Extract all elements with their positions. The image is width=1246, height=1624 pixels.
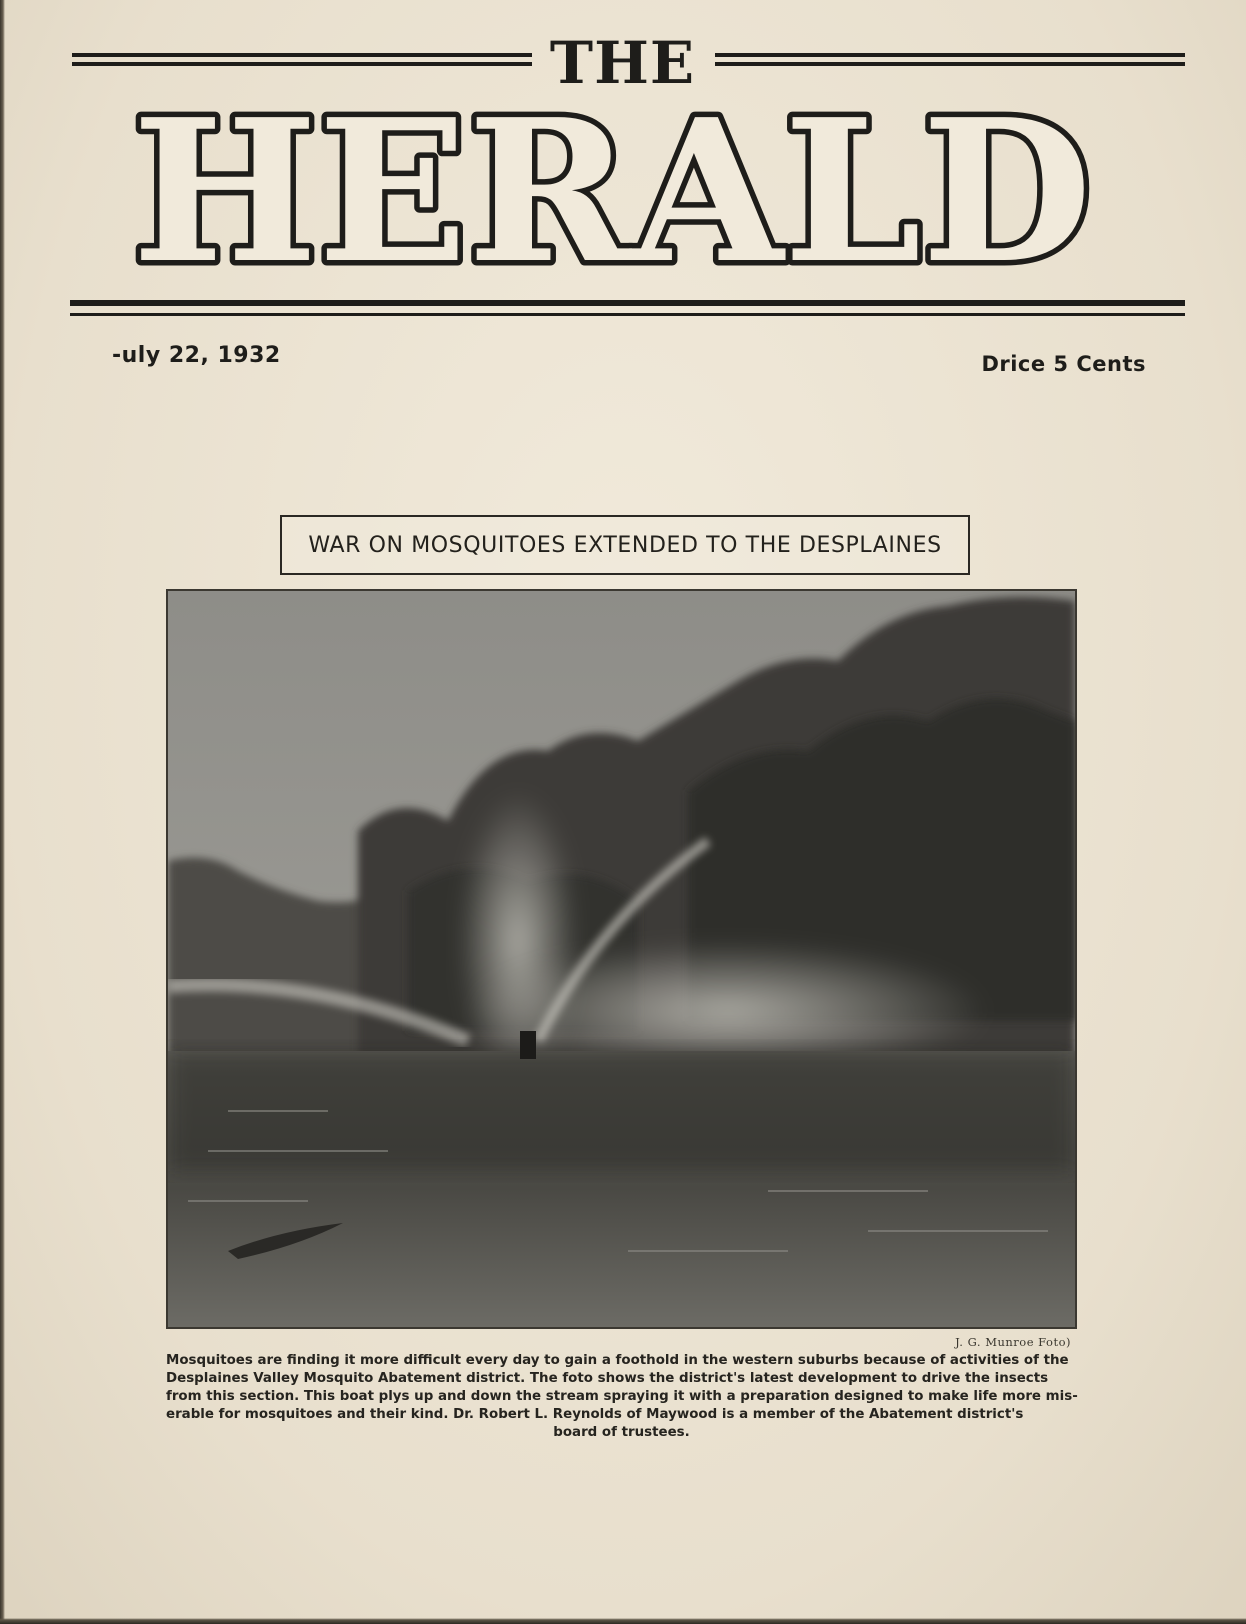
caption-line: board of trustees.	[553, 1425, 690, 1440]
caption-line: Desplaines Valley Mosquito Abatement district. The foto shows the district's latest development to drive the insects	[166, 1371, 1049, 1386]
caption-line: from this section. This boat plys up and down the stream spraying it with a preparation designed to make life more mis-	[166, 1389, 1078, 1404]
masthead-title-text: HERALD	[132, 100, 1092, 290]
caption-line: erable for mosquitoes and their kind. Dr. Robert L. Reynolds of Maywood is a member of the Abatement district's	[166, 1407, 1024, 1422]
masthead-title	[0, 100, 1246, 290]
caption-line: Mosquitoes are finding it more difficult every day to gain a foothold in the western suburbs because of activities of the	[166, 1353, 1069, 1368]
issue-date: -uly 22, 1932	[112, 343, 281, 368]
page-bottom-shadow	[0, 1618, 1246, 1624]
issue-price: Drice 5 Cents	[981, 352, 1146, 376]
photo-caption	[166, 1352, 1077, 1442]
river-spraying-photo	[168, 591, 1075, 1327]
news-photo	[166, 589, 1077, 1329]
masthead-rule-left	[72, 53, 532, 66]
headline: WAR ON MOSQUITOES EXTENDED TO THE DESPLAINES	[280, 515, 970, 575]
masthead-rule-bottom	[70, 300, 1185, 316]
masthead-the: THE	[549, 29, 696, 97]
masthead-rule-right	[715, 53, 1185, 66]
photo-credit: J. G. Munroe Foto)	[955, 1335, 1071, 1349]
